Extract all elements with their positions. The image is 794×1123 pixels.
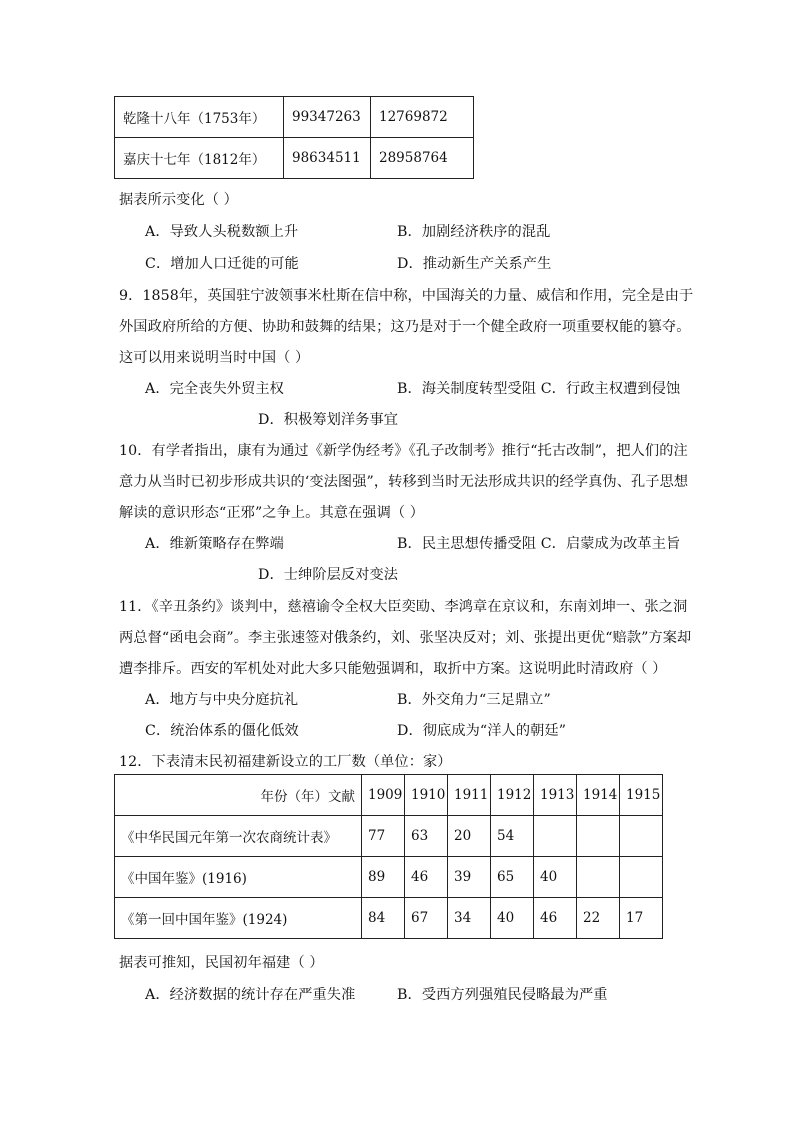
q9-option-a: A．完全丧失外贸主权 bbox=[145, 381, 284, 397]
table-cell: 39 bbox=[448, 857, 491, 898]
table-cell: 12769872 bbox=[371, 97, 474, 138]
table-cell: 63 bbox=[405, 816, 448, 857]
table-cell: 17 bbox=[620, 898, 663, 939]
q11-option-b: B．外交角力“三足鼎立” bbox=[397, 692, 551, 708]
q8-option-a: A．导致人头税数额上升 bbox=[145, 224, 299, 240]
q10-option-a: A．维新策略存在弊端 bbox=[145, 536, 284, 552]
table-cell: 28958764 bbox=[371, 138, 474, 179]
table-header-cell: 1914 bbox=[577, 775, 620, 816]
q10-line-3: 解读的意识形态“正邪”之争上。其意在强调（ ） bbox=[119, 505, 425, 521]
table-cell: 99347263 bbox=[284, 97, 371, 138]
q8-option-c: C．增加人口迁徙的可能 bbox=[145, 256, 299, 272]
q9-line-2: 外国政府所给的方便、协助和鼓舞的结果；这乃是对于一个健全政府一项重要权能的篡夺。 bbox=[119, 319, 691, 335]
q11-option-c: C．统治体系的僵化低效 bbox=[145, 723, 299, 739]
table-row bbox=[115, 816, 663, 857]
table-cell bbox=[577, 816, 620, 857]
table-cell: 40 bbox=[491, 898, 534, 939]
q9-line-3: 这可以用来说明当时中国（ ） bbox=[119, 350, 310, 366]
table-header-row bbox=[115, 775, 663, 816]
q8-stem: 据表所示变化（ ） bbox=[119, 192, 238, 208]
q8-option-b: B．加剧经济秩序的混乱 bbox=[397, 224, 551, 240]
table-row bbox=[115, 97, 474, 138]
q8-option-d: D．推动新生产关系产生 bbox=[397, 256, 552, 272]
table-cell: 67 bbox=[405, 898, 448, 939]
q10-option-d: D．士绅阶层反对变法 bbox=[258, 567, 399, 583]
table-header-cell: 1910 bbox=[405, 775, 448, 816]
table-cell: 46 bbox=[405, 857, 448, 898]
table-cell bbox=[620, 816, 663, 857]
q9-option-d: D．积极筹划洋务事宜 bbox=[258, 412, 399, 428]
table-cell: 77 bbox=[362, 816, 405, 857]
table-row bbox=[115, 857, 663, 898]
table-cell: 65 bbox=[491, 857, 534, 898]
population-table bbox=[114, 96, 474, 179]
q9-line-1: 9．1858年，英国驻宁波领事米杜斯在信中称，中国海关的力量、威信和作用，完全是由于 bbox=[119, 288, 694, 304]
table-cell: 《中华民国元年第一次农商统计表》 bbox=[115, 816, 362, 857]
table-header-cell: 1911 bbox=[448, 775, 491, 816]
table-header-cell: 年份（年）文献 bbox=[115, 775, 362, 816]
table-cell: 乾隆十八年（1753年） bbox=[115, 97, 284, 138]
q12-stem: 据表可推知，民国初年福建（ ） bbox=[119, 955, 324, 971]
table-cell: 《中国年鉴》(1916) bbox=[115, 857, 362, 898]
q12-title: 12．下表清末民初福建新设立的工厂数（单位：家） bbox=[119, 754, 452, 770]
table-cell: 89 bbox=[362, 857, 405, 898]
table-header-cell: 1915 bbox=[620, 775, 663, 816]
q9-option-bc: B．海关制度转型受阻 C．行政主权遭到侵蚀 bbox=[397, 381, 681, 397]
table-row bbox=[115, 898, 663, 939]
table-cell: 46 bbox=[534, 898, 577, 939]
q11-option-d: D．彻底成为“洋人的朝廷” bbox=[397, 723, 567, 739]
table-header-cell: 1912 bbox=[491, 775, 534, 816]
table-cell: 84 bbox=[362, 898, 405, 939]
q11-line-3: 遭李排斥。西安的军机处对此大多只能勉强调和，取折中方案。这说明此时清政府（ ） bbox=[119, 661, 667, 677]
table-cell: 54 bbox=[491, 816, 534, 857]
table-cell: 34 bbox=[448, 898, 491, 939]
table-cell: 22 bbox=[577, 898, 620, 939]
table-cell: 40 bbox=[534, 857, 577, 898]
table-header-cell: 1913 bbox=[534, 775, 577, 816]
table-cell bbox=[577, 857, 620, 898]
q10-option-bc: B．民主思想传播受阻 C．启蒙成为改革主旨 bbox=[397, 536, 681, 552]
table-cell: 嘉庆十七年（1812年） bbox=[115, 138, 284, 179]
q11-line-1: 11．《辛丑条约》谈判中，慈禧谕令全权大臣奕劻、李鸿章在京议和，东南刘坤一、张之洞 bbox=[119, 599, 688, 615]
q12-option-b: B．受西方列强殖民侵略最为严重 bbox=[397, 987, 608, 1003]
table-row bbox=[115, 138, 474, 179]
q11-option-a: A．地方与中央分庭抗礼 bbox=[145, 692, 299, 708]
table-cell bbox=[534, 816, 577, 857]
table-cell: 《第一回中国年鉴》(1924) bbox=[115, 898, 362, 939]
table-cell: 98634511 bbox=[284, 138, 371, 179]
table-cell: 20 bbox=[448, 816, 491, 857]
q10-line-1: 10．有学者指出，康有为通过《新学伪经考》《孔子改制考》推行“托古改制”，把人们的注 bbox=[119, 443, 688, 459]
table-cell bbox=[620, 857, 663, 898]
q12-option-a: A．经济数据的统计存在严重失准 bbox=[145, 987, 356, 1003]
factory-table bbox=[114, 774, 663, 939]
q11-line-2: 两总督“函电会商”。李主张速签对俄条约，刘、张坚决反对；刘、张提出更优“赔款”方案却 bbox=[119, 630, 692, 646]
table-header-cell: 1909 bbox=[362, 775, 405, 816]
q10-line-2: 意力从当时已初步形成共识的‘变法图强”，转移到当时无法形成共识的经学真伪、孔子思想 bbox=[119, 474, 689, 490]
